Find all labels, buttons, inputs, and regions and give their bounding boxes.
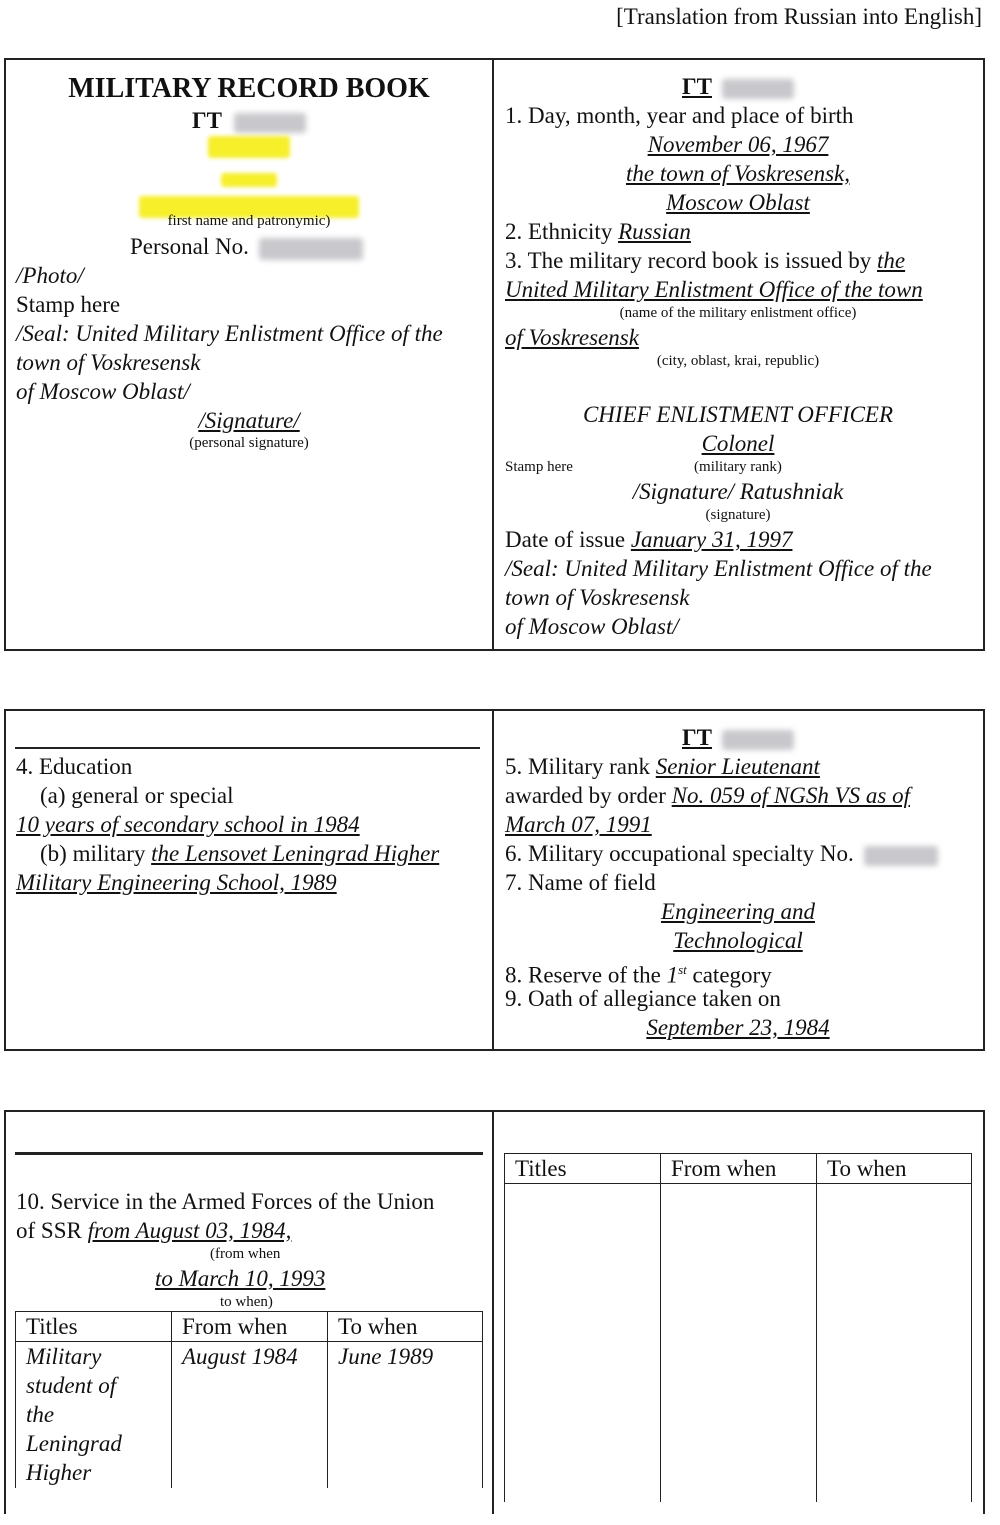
issued-caption2: (city, oblast, krai, republic) — [656, 353, 820, 369]
signature-caption: (personal signature) — [189, 435, 309, 451]
table-header-row — [16, 1312, 483, 1342]
issued-by-part2: United Military Enlistment Office of the town — [505, 277, 923, 302]
table-row — [16, 1342, 483, 1489]
birth-place-line1: the town of Voskresensk, — [625, 161, 850, 186]
seal-left-line3: of Moscow Oblast/ — [16, 379, 190, 404]
item10-line2 — [16, 1216, 291, 1245]
stamp-label-right: Stamp here — [505, 459, 573, 475]
header-titles: Titles — [16, 1312, 172, 1342]
row-title-line: the — [26, 1402, 55, 1427]
seal-left-line2: town of Voskresensk — [16, 350, 201, 375]
redacted-surname-translit — [221, 173, 277, 187]
stamp-label-left: Stamp here — [16, 292, 121, 317]
header-from-when: From when — [172, 1312, 328, 1342]
translation-note: [Translation from Russian into English] — [616, 4, 982, 29]
redacted-personal-number — [259, 238, 363, 260]
birth-place-line2: Moscow Oblast — [666, 190, 810, 215]
issue-label: Date of issue — [505, 527, 626, 552]
row-from: August 1984 — [172, 1342, 328, 1489]
issued-by-part3: of Voskresensk — [505, 325, 639, 350]
ethnicity-value: Russian — [618, 219, 691, 244]
seal-left-line1: /Seal: United Military Enlistment Office of the — [16, 321, 443, 346]
seal-right-line1: /Seal: United Military Enlistment Office of the — [505, 556, 932, 581]
item8-suffix: st — [678, 962, 687, 977]
seal-right-line3: of Moscow Oblast/ — [505, 614, 679, 639]
header-titles-right: Titles — [505, 1154, 661, 1184]
item10-prefix: of SSR — [16, 1218, 82, 1243]
header-from-when-right: From when — [661, 1154, 817, 1184]
to-caption: to when) — [220, 1294, 273, 1310]
series-text-page2: ГТ — [682, 725, 712, 750]
series-label-right — [682, 72, 794, 101]
military-value-line1: the Lensovet Leningrad Higher — [151, 841, 440, 866]
issue-date-row — [505, 525, 792, 554]
page3-left-rule — [15, 1152, 483, 1155]
officer-rank: Colonel — [701, 431, 775, 456]
name-caption: first name and patronymic) — [167, 213, 331, 229]
seal-right-line2: town of Voskresensk — [505, 585, 690, 610]
service-from: from August 03, 1984, — [87, 1218, 292, 1243]
awarded-row — [505, 781, 910, 810]
item5-label: 5. Military rank — [505, 754, 650, 779]
rank-value: Senior Lieutenant — [655, 754, 820, 779]
item3-label: 3. The military record book is issued by — [505, 248, 872, 273]
military-value-line2: Military Engineering School, 1989 — [16, 870, 337, 895]
header-to-when: To when — [328, 1312, 483, 1342]
empty-cell — [661, 1184, 817, 1503]
personal-number — [130, 232, 363, 261]
series-text: ГТ — [192, 108, 222, 133]
table-header-row-right — [505, 1154, 972, 1184]
general-value: 10 years of secondary school in 1984 — [16, 812, 360, 837]
row-title-line: Military — [26, 1344, 102, 1369]
birth-date: November 06, 1967 — [647, 132, 829, 157]
officer-title: CHIEF ENLISTMENT OFFICER — [582, 402, 894, 427]
row-title-line: Leningrad — [26, 1431, 122, 1456]
item10-line1: 10. Service in the Armed Forces of the Union — [16, 1189, 435, 1214]
series-text-right: ГТ — [682, 74, 712, 99]
page2-divider — [492, 709, 494, 1051]
item6 — [505, 839, 938, 868]
header-to-when-right: To when — [817, 1154, 972, 1184]
row-to: June 1989 — [328, 1342, 483, 1489]
row-title-line: Higher — [26, 1460, 92, 1485]
from-caption: (from when — [210, 1246, 281, 1262]
officer-signature: /Signature/ Ratushniak — [632, 479, 844, 504]
item8-label-b: category — [692, 962, 772, 988]
item2 — [505, 217, 691, 246]
photo-label: /Photo/ — [16, 263, 84, 288]
general-label: (a) general or special — [40, 783, 234, 808]
page2-left-rule — [15, 747, 480, 749]
rank-caption: (military rank) — [694, 459, 782, 475]
issued-caption1: (name of the military enlistment office) — [619, 305, 857, 321]
item6-label: 6. Military occupational specialty No. — [505, 841, 854, 866]
item2-label: 2. Ethnicity — [505, 219, 613, 244]
item4-label: 4. Education — [16, 754, 133, 779]
military-label: (b) military — [40, 841, 146, 866]
service-table-right — [504, 1153, 972, 1502]
table-row-empty — [505, 1184, 972, 1503]
empty-cell — [817, 1184, 972, 1503]
redacted-surname — [208, 136, 290, 158]
row-title-line: student of — [26, 1373, 117, 1398]
item3 — [505, 246, 905, 275]
service-table-left — [15, 1311, 483, 1488]
military-education — [40, 839, 439, 868]
personal-signature: /Signature/ — [198, 408, 300, 433]
item9-label: 9. Oath of allegiance taken on — [505, 986, 781, 1011]
series-label — [192, 106, 306, 135]
redacted-series-number — [234, 113, 306, 133]
book-title: MILITARY RECORD BOOK — [68, 73, 430, 104]
order-value-line2: March 07, 1991 — [505, 812, 652, 837]
row-title — [16, 1342, 172, 1489]
awarded-label: awarded by order — [505, 783, 666, 808]
issued-by-part1: the — [877, 248, 906, 273]
order-value-line1: No. 059 of NGSh VS as of — [671, 783, 910, 808]
personal-no-label: Personal No. — [130, 234, 249, 259]
officer-signature-caption: (signature) — [705, 507, 771, 523]
field-value-line1: Engineering and — [661, 899, 815, 924]
issue-date: January 31, 1997 — [630, 527, 793, 552]
redacted-series-number-right — [722, 79, 794, 99]
series-label-page2 — [682, 723, 794, 752]
oath-date: September 23, 1984 — [646, 1015, 830, 1040]
redacted-specialty-number — [864, 846, 938, 866]
item7-label: 7. Name of field — [505, 870, 656, 895]
field-value-line2: Technological — [673, 928, 803, 953]
empty-cell — [505, 1184, 661, 1503]
page3-divider — [492, 1110, 494, 1514]
redacted-series-number-page2 — [722, 730, 794, 750]
item1-label: 1. Day, month, year and place of birth — [505, 103, 854, 128]
item8-label-a: 8. Reserve of the — [505, 962, 661, 988]
service-to: to March 10, 1993 — [155, 1266, 326, 1291]
item5 — [505, 752, 820, 781]
item8-number: 1 — [666, 962, 679, 988]
